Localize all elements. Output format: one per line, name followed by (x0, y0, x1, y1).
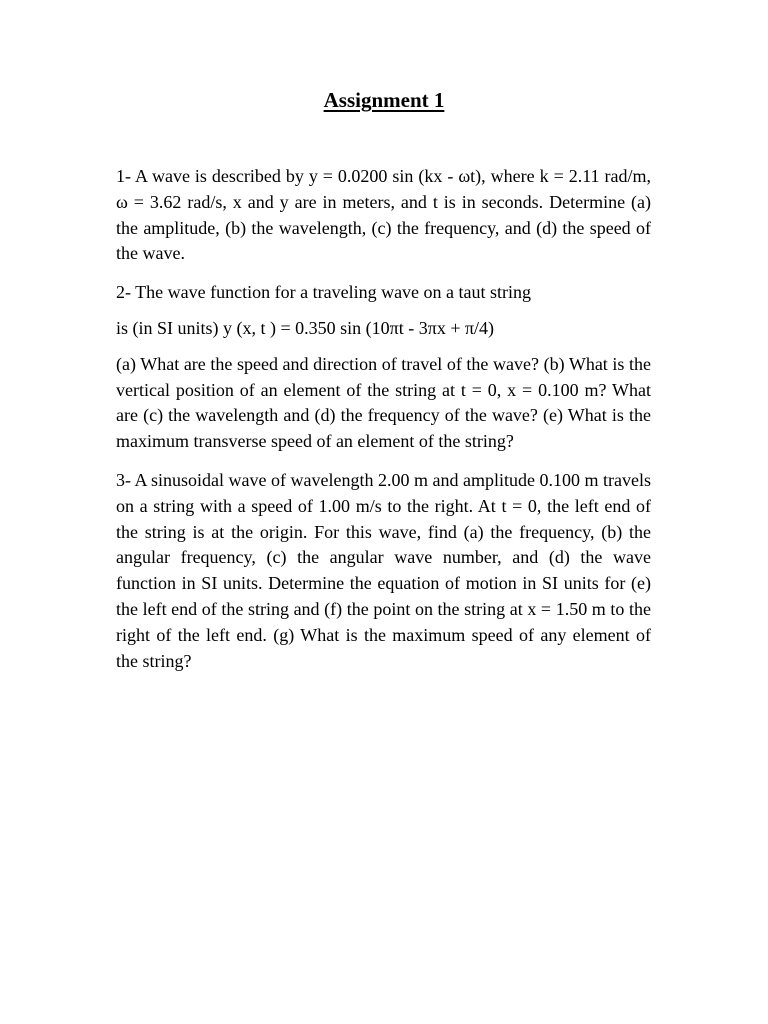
problem-3-text: 3- A sinusoidal wave of wavelength 2.00 m and amplitude 0.100 m travels on a string with a speed of 1.00 m/s to the right. At t = 0, the left end of the string is at the origin. For this wave, find (a) the frequency, (b) the angular frequency, (c) the angular wave number, and (d) the wave function in SI units. Determine the equation of motion in SI units for (e) the left end of the string and (f) the point on the string at x = 1.50 m to the right of the left end. (g) What is the maximum speed of any element of the string? (116, 469, 651, 671)
problem-2-questions: (a) What are the speed and direction of travel of the wave? (b) What is the vertical position of an element of the string at t = 0, x = 0.100 m? What are (c) the wavelength and (d) the frequency of the wave? (e) What is the maximum transverse speed of an element of the string? (116, 353, 651, 452)
page-title-text: Assignment 1 (323, 88, 445, 112)
problem-1-text: 1- A wave is described by y = 0.0200 sin (kx - ωt), where k = 2.11 rad/m, ω = 3.62 rad/s, x and y are in meters, and t is in seconds. Determine (a) the amplitude, (b) the wavelength, (c) the frequency, and (d) the speed of the wave. (116, 166, 651, 264)
document-body (116, 164, 651, 687)
problem-2-wave-function: is (in SI units) y (x, t ) = 0.350 sin (10πt - 3πx + π/4) (116, 317, 495, 338)
problem-2-intro: 2- The wave function for a traveling wave on a taut string (116, 282, 532, 303)
page-title (0, 86, 768, 114)
